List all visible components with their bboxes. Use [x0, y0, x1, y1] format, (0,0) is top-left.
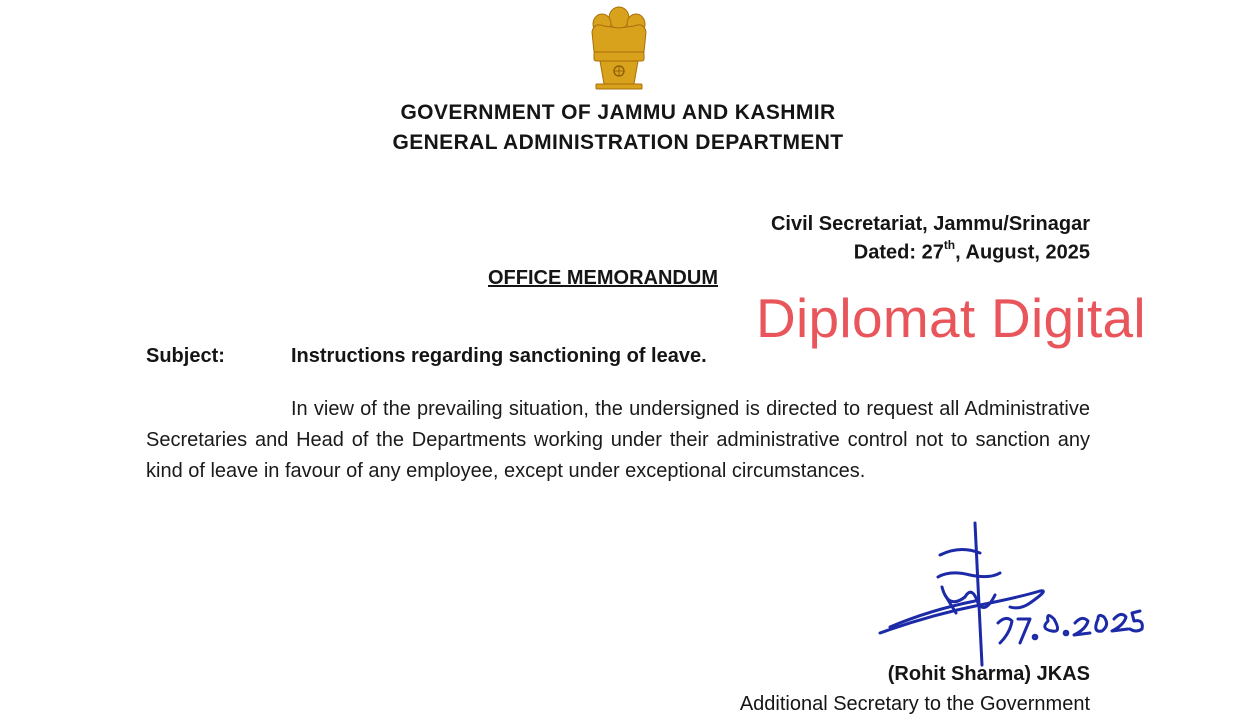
date-ordinal: th: [943, 238, 956, 252]
subject-text: Instructions regarding sanctioning of leave.: [291, 345, 707, 367]
organization-name: GOVERNMENT OF JAMMU AND KASHMIR: [400, 101, 836, 124]
state-emblem-icon: [574, 4, 664, 92]
date-prefix: Dated: 27: [853, 241, 944, 264]
handwritten-signature: [870, 515, 1190, 675]
memo-title: OFFICE MEMORANDUM: [488, 267, 718, 289]
signer-name: (Rohit Sharma) JKAS: [887, 663, 1090, 685]
memo-body: In view of the prevailing situation, the undersigned is directed to request all Administrative Secretaries and Head of the Departments working under their administrative control not to sanction any kind of leave in favour of any employee, except under exceptional circumstances.: [146, 398, 1090, 482]
date-suffix: , August, 2025: [955, 241, 1090, 264]
signer-designation: Additional Secretary to the Government: [739, 693, 1090, 715]
watermark-text: Diplomat Digital: [756, 287, 1146, 349]
issue-date: [854, 240, 1090, 265]
department-name: GENERAL ADMINISTRATION DEPARTMENT: [392, 131, 844, 154]
subject-label: Subject:: [146, 345, 225, 367]
issue-place: Civil Secretariat, Jammu/Srinagar: [770, 213, 1090, 235]
